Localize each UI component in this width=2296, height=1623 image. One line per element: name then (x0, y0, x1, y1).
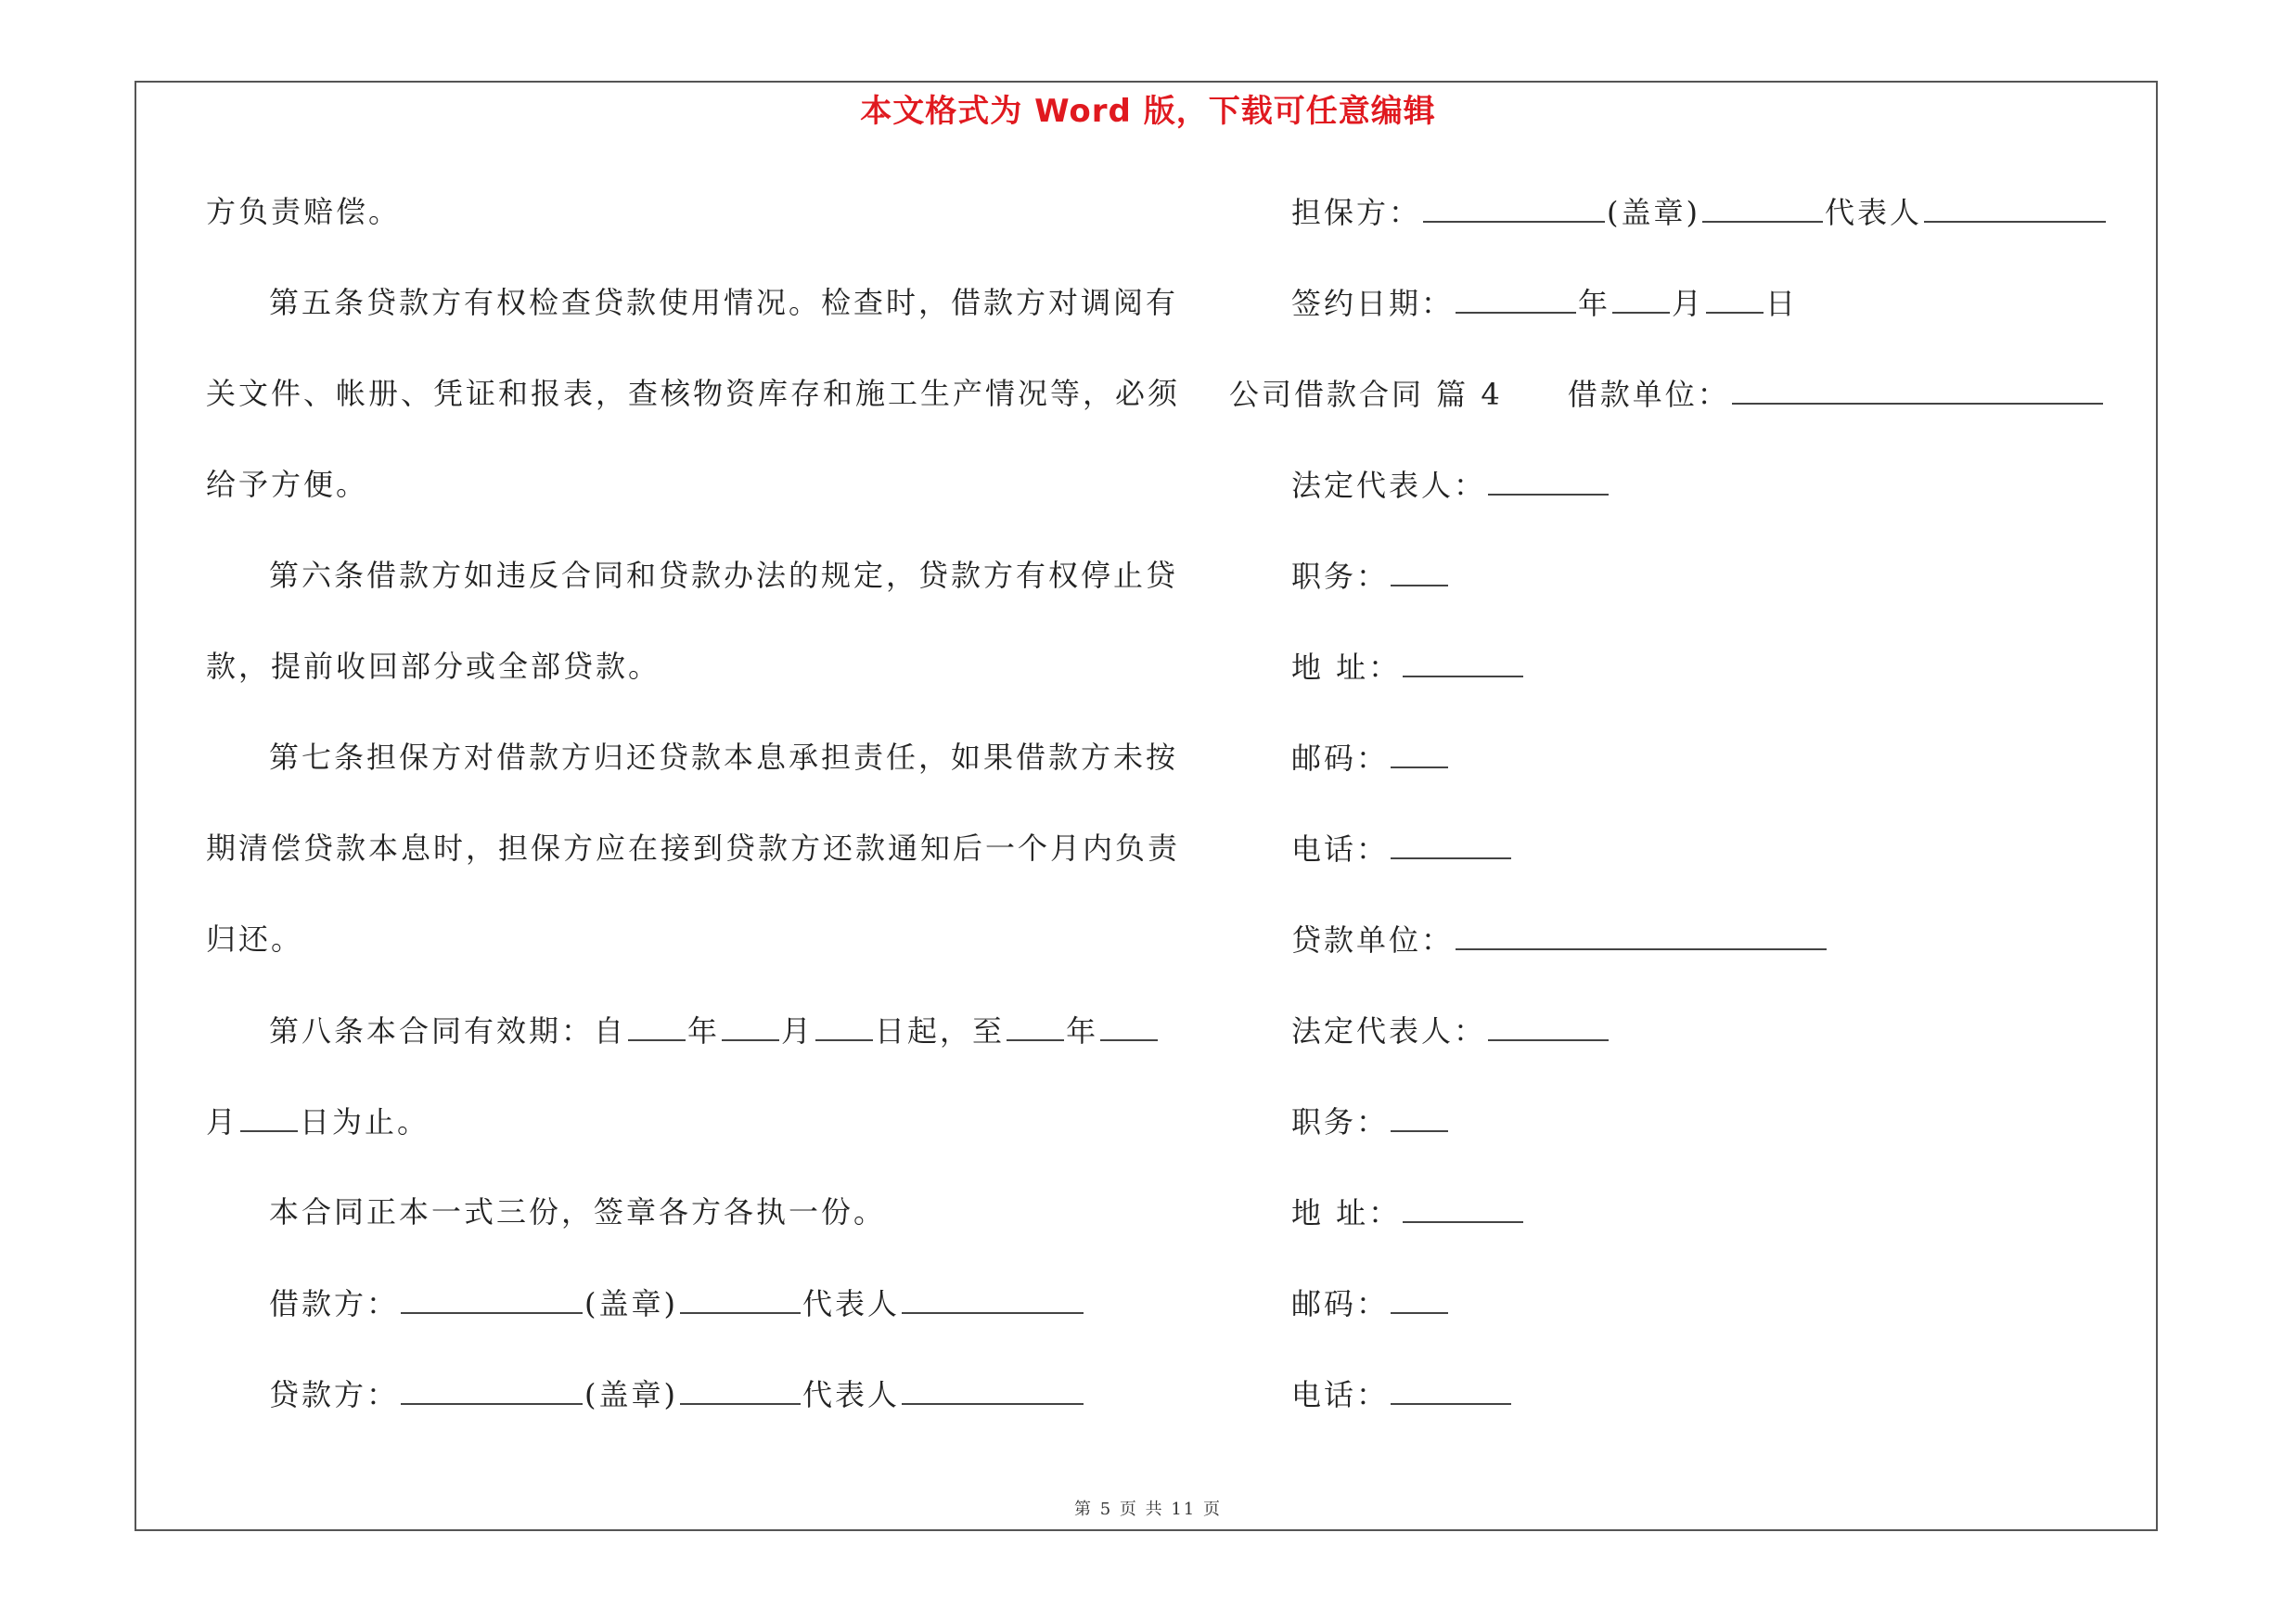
day-to-label: 日起，至 (875, 1013, 1006, 1049)
position-line (1291, 557, 1450, 595)
borrower-label: 借款方： (269, 1286, 400, 1321)
legal-rep-line (1291, 466, 1610, 504)
address-line (1291, 648, 1525, 686)
blank-field[interactable] (1488, 1011, 1609, 1041)
position-label: 职务： (1291, 559, 1390, 594)
postcode-label: 邮码： (1291, 1286, 1390, 1321)
postcode-line-2 (1291, 1284, 1450, 1322)
lending-unit-label: 贷款单位： (1291, 922, 1455, 958)
blank-field[interactable] (1732, 375, 2103, 405)
blank-field[interactable] (1924, 193, 2106, 223)
lender-sign-line (269, 1375, 1085, 1413)
signing-date-label: 签约日期： (1291, 286, 1455, 321)
phone-line (1291, 830, 1513, 868)
seal-label: (盖章) (584, 1377, 678, 1412)
representative-label: 代表人 (802, 1377, 901, 1412)
left-line-4: 给予方便。 (206, 467, 369, 502)
left-line-1: 方负责赔偿。 (206, 194, 402, 229)
blank-field[interactable] (1007, 1011, 1064, 1041)
representative-label: 代表人 (802, 1286, 901, 1321)
seal-label: (盖章) (584, 1286, 678, 1321)
seal-label: (盖章) (1607, 195, 1700, 230)
blank-field[interactable] (1456, 284, 1576, 314)
blank-field[interactable] (1391, 1102, 1448, 1132)
address-label: 地 址： (1291, 650, 1402, 685)
phone-label: 电话： (1291, 1377, 1390, 1412)
left-line-5: 第六条借款方如违反合同和贷款办法的规定，贷款方有权停止贷 (269, 558, 1179, 593)
month-label: 月 (206, 1104, 239, 1140)
month-label: 月 (781, 1013, 815, 1049)
blank-field[interactable] (722, 1011, 779, 1041)
copies-line: 本合同正本一式三份，签章各方各执一份。 (269, 1194, 887, 1230)
blank-field[interactable] (1391, 830, 1511, 859)
legal-rep-line-2 (1291, 1011, 1610, 1050)
blank-field[interactable] (1456, 921, 1827, 950)
format-banner: 本文格式为 Word 版，下载可任意编辑 (860, 93, 1436, 130)
left-line-6: 款，提前收回部分或全部贷款。 (206, 649, 661, 684)
lending-unit-line (1291, 921, 1828, 959)
blank-field[interactable] (902, 1375, 1084, 1405)
blank-field[interactable] (815, 1011, 873, 1041)
validity-line (269, 1011, 1160, 1050)
blank-field[interactable] (401, 1284, 583, 1314)
blank-field[interactable] (1391, 1375, 1511, 1405)
blank-field[interactable] (240, 1102, 298, 1132)
blank-field[interactable] (1423, 193, 1605, 223)
blank-field[interactable] (680, 1375, 801, 1405)
signing-date-line (1291, 284, 1798, 322)
day-label: 日 (1765, 286, 1799, 321)
postcode-label: 邮码： (1291, 741, 1390, 776)
blank-field[interactable] (902, 1284, 1084, 1314)
representative-label: 代表人 (1825, 195, 1923, 230)
year-label: 年 (687, 1013, 721, 1049)
legal-rep-label: 法定代表人： (1291, 468, 1487, 503)
section-heading-line (1229, 375, 2105, 413)
guarantor-sign-line (1291, 193, 2108, 231)
address-line-2 (1291, 1193, 1525, 1231)
position-line-2 (1291, 1102, 1450, 1140)
borrowing-unit-label: 借款单位： (1567, 377, 1730, 412)
blank-field[interactable] (1403, 648, 1523, 677)
year-label: 年 (1066, 1013, 1099, 1049)
blank-field[interactable] (401, 1375, 583, 1405)
blank-field[interactable] (1391, 1284, 1448, 1314)
postcode-line (1291, 739, 1450, 777)
phone-label: 电话： (1291, 831, 1390, 867)
day-end-label: 日为止。 (300, 1104, 430, 1140)
left-line-2: 第五条贷款方有权检查贷款使用情况。检查时，借款方对调阅有 (269, 285, 1179, 320)
blank-field[interactable] (1612, 284, 1670, 314)
blank-field[interactable] (1702, 193, 1823, 223)
page-number: 第 5 页 共 11 页 (1074, 1500, 1222, 1519)
phone-line-2 (1291, 1375, 1513, 1413)
year-label: 年 (1578, 286, 1611, 321)
blank-field[interactable] (1706, 284, 1764, 314)
blank-field[interactable] (1100, 1011, 1158, 1041)
left-line-8: 期清偿贷款本息时，担保方应在接到贷款方还款通知后一个月内负责 (206, 831, 1181, 866)
validity-from-label: 第八条本合同有效期：自 (269, 1013, 627, 1049)
blank-field[interactable] (680, 1284, 801, 1314)
address-label: 地 址： (1291, 1195, 1402, 1230)
month-label: 月 (1672, 286, 1705, 321)
position-label: 职务： (1291, 1104, 1390, 1140)
left-line-9: 归还。 (206, 921, 304, 957)
blank-field[interactable] (1488, 466, 1609, 496)
blank-field[interactable] (628, 1011, 686, 1041)
validity-line-end (206, 1102, 430, 1140)
guarantor-label: 担保方： (1291, 195, 1422, 230)
blank-field[interactable] (1391, 739, 1448, 768)
borrower-sign-line (269, 1284, 1085, 1322)
lender-label: 贷款方： (269, 1377, 400, 1412)
blank-field[interactable] (1403, 1193, 1523, 1223)
legal-rep-label: 法定代表人： (1291, 1013, 1487, 1049)
left-line-3: 关文件、帐册、凭证和报表，查核物资库存和施工生产情况等，必须 (206, 376, 1181, 411)
blank-field[interactable] (1391, 557, 1448, 586)
left-line-7: 第七条担保方对借款方归还贷款本息承担责任，如果借款方未按 (269, 740, 1179, 775)
section-heading: 公司借款合同 篇 4 (1229, 377, 1503, 412)
